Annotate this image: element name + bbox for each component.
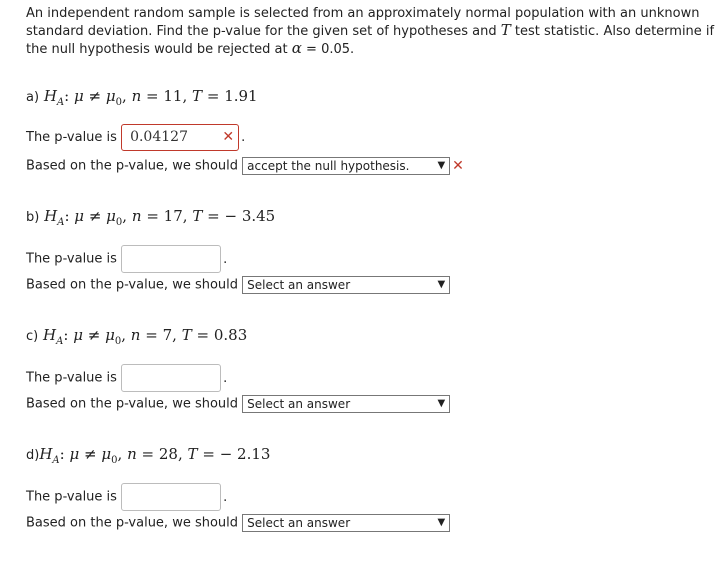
prompt-line-3b: = 0.05.: [301, 42, 355, 57]
symbol-eq: =: [206, 87, 220, 105]
symbol-n: n: [127, 445, 137, 463]
symbol-colon: :: [64, 87, 70, 105]
select-value: Select an answer: [247, 278, 351, 292]
part-c-decision-row: [26, 395, 450, 413]
symbol-A: A: [52, 455, 60, 466]
symbol-n: n: [130, 326, 141, 344]
part-d-p-value-input[interactable]: [121, 483, 221, 511]
question-prompt: [26, 5, 721, 58]
part-a-p-value-input[interactable]: [121, 124, 239, 151]
symbol-colon: :: [63, 326, 69, 344]
symbol-neq: ≠: [88, 207, 102, 225]
symbol-H: H: [43, 87, 57, 105]
prompt-line-2a: standard deviation. Find the p-value for the given set of hypotheses and: [26, 24, 501, 39]
symbol-eq: =: [202, 445, 215, 463]
p-value-label: The p-value is: [26, 370, 117, 386]
part-a-pvalue-row: [26, 124, 245, 151]
part-label: a): [26, 90, 40, 105]
symbol-comma: ,: [122, 207, 128, 225]
symbol-zero: 0: [115, 217, 123, 228]
t-value: 0.83: [213, 326, 248, 344]
select-value: Select an answer: [247, 397, 351, 411]
symbol-neq: ≠: [87, 326, 101, 344]
symbol-neq: ≠: [88, 87, 102, 105]
period: .: [241, 130, 246, 145]
select-value: Select an answer: [247, 516, 351, 530]
symbol-mu: μ: [73, 326, 83, 344]
symbol-comma: ,: [122, 87, 127, 105]
symbol-T: T: [181, 326, 192, 344]
symbol-comma: ,: [177, 445, 183, 463]
prompt-line-3a: the null hypothesis would be rejected at: [26, 42, 292, 57]
p-value-label: The p-value is: [26, 489, 117, 505]
symbol-mu: μ: [69, 445, 80, 463]
x-mark-icon: ✕: [452, 158, 464, 174]
part-b-decision-row: [26, 276, 450, 294]
prompt-alpha-symbol: α: [291, 39, 302, 57]
symbol-comma: ,: [182, 207, 188, 225]
part-a-hypothesis: [26, 87, 258, 108]
symbol-zero: 0: [115, 97, 123, 108]
x-mark-icon: ✕: [222, 129, 235, 145]
symbol-colon: :: [59, 445, 65, 463]
symbol-eq: =: [207, 207, 220, 225]
part-b-p-value-input[interactable]: [121, 245, 221, 273]
symbol-mu: μ: [74, 207, 85, 225]
part-b-decision-select[interactable]: [242, 276, 450, 294]
part-label: c): [26, 329, 39, 344]
decision-label: Based on the p-value, we should: [26, 158, 239, 174]
symbol-A: A: [56, 336, 64, 347]
part-c-pvalue-row: [26, 364, 227, 392]
p-value-label: The p-value is: [26, 130, 117, 145]
symbol-eq: =: [196, 326, 210, 344]
symbol-eq: =: [141, 445, 155, 463]
symbol-eq: =: [146, 207, 159, 225]
select-value: accept the null hypothesis.: [247, 159, 410, 173]
symbol-mu0: μ: [105, 326, 115, 344]
n-value: 28: [158, 445, 178, 463]
part-label: d): [26, 448, 40, 463]
p-value-text: 0.04127: [130, 129, 188, 145]
symbol-T: T: [192, 207, 203, 225]
symbol-comma: ,: [117, 445, 123, 463]
p-value-label: The p-value is: [26, 251, 117, 267]
symbol-H: H: [39, 445, 53, 463]
t-value: − 2.13: [219, 445, 271, 463]
part-d-decision-select[interactable]: [242, 514, 450, 532]
decision-label: Based on the p-value, we should: [26, 515, 239, 531]
n-value: 17: [163, 207, 183, 225]
chevron-down-icon: ▼: [437, 517, 446, 528]
decision-label: Based on the p-value, we should: [26, 277, 239, 293]
symbol-comma: ,: [172, 326, 177, 344]
decision-label: Based on the p-value, we should: [26, 396, 239, 412]
symbol-comma: ,: [121, 326, 126, 344]
chevron-down-icon: ▼: [437, 279, 446, 290]
period: .: [223, 489, 228, 505]
period: .: [223, 251, 228, 267]
part-b-pvalue-row: [26, 245, 227, 273]
symbol-A: A: [56, 97, 65, 108]
part-a-decision-select[interactable]: [242, 157, 450, 175]
prompt-T-symbol: T: [500, 21, 511, 39]
symbol-comma: ,: [182, 87, 188, 105]
part-d-decision-row: [26, 514, 450, 532]
symbol-neq: ≠: [84, 445, 97, 463]
prompt-line-1: An independent random sample is selected from an approximately normal population with an unknown: [26, 6, 700, 21]
part-c-decision-select[interactable]: [242, 395, 450, 413]
period: .: [223, 370, 228, 386]
part-a-decision-row: [26, 157, 464, 175]
part-label: b): [26, 210, 40, 225]
symbol-n: n: [131, 87, 142, 105]
symbol-mu0: μ: [105, 87, 116, 105]
part-d-hypothesis: [26, 445, 270, 466]
symbol-A: A: [57, 217, 65, 228]
prompt-line-2b: test statistic. Also determine if: [510, 24, 715, 39]
t-value: − 3.45: [224, 207, 276, 225]
symbol-colon: :: [64, 207, 70, 225]
part-b-hypothesis: [26, 207, 275, 228]
part-c-hypothesis: [26, 326, 247, 347]
symbol-mu0: μ: [101, 445, 112, 463]
symbol-T: T: [192, 87, 203, 105]
t-value: 1.91: [224, 87, 258, 105]
n-value: 11: [163, 87, 183, 105]
part-d-pvalue-row: [26, 483, 227, 511]
chevron-down-icon: ▼: [437, 398, 446, 409]
symbol-mu: μ: [74, 87, 84, 105]
symbol-mu0: μ: [106, 207, 116, 225]
symbol-eq: =: [145, 326, 158, 344]
symbol-eq: =: [146, 87, 159, 105]
symbol-H: H: [44, 207, 58, 225]
n-value: 7: [162, 326, 173, 344]
part-c-p-value-input[interactable]: [121, 364, 221, 392]
symbol-zero: 0: [114, 336, 122, 347]
symbol-T: T: [187, 445, 198, 463]
chevron-down-icon: ▼: [437, 160, 446, 171]
symbol-n: n: [131, 207, 142, 225]
symbol-zero: 0: [111, 455, 118, 466]
symbol-H: H: [43, 326, 57, 344]
